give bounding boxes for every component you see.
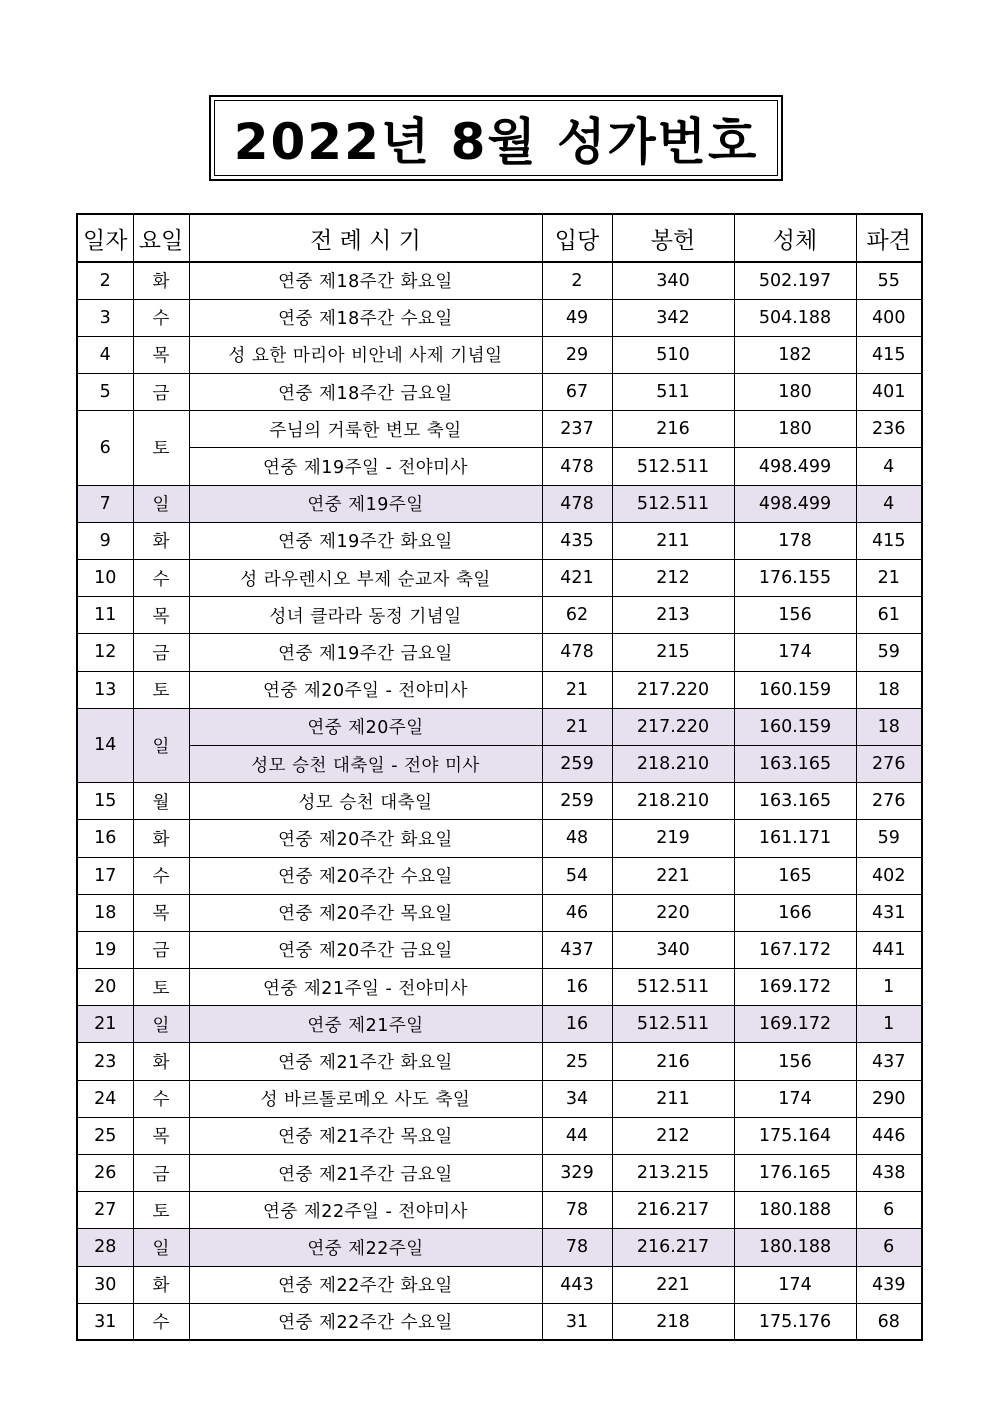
weekday-cell: 일 [133,1229,189,1266]
offertory-hymn-cell: 211 [612,522,734,559]
table-row [77,374,922,411]
title-box [209,95,783,181]
offertory-hymn-cell: 340 [612,931,734,968]
table-row [77,485,922,522]
day-cell: 16 [77,820,133,857]
table-row [77,931,922,968]
day-cell: 15 [77,783,133,820]
offertory-hymn-cell: 342 [612,299,734,336]
table-row [77,857,922,894]
liturgy-cell: 연중 제21주간 목요일 [189,1117,542,1154]
entrance-hymn-cell: 443 [542,1266,612,1303]
weekday-cell: 목 [133,336,189,373]
dismissal-hymn-cell: 55 [856,262,922,299]
entrance-hymn-cell: 478 [542,634,612,671]
header-liturgy: 전 례 시 기 [189,214,542,262]
dismissal-hymn-cell: 18 [856,708,922,745]
communion-hymn-cell: 498.499 [734,485,856,522]
weekday-cell: 토 [133,1192,189,1229]
dismissal-hymn-cell: 431 [856,894,922,931]
entrance-hymn-cell: 21 [542,708,612,745]
day-cell: 12 [77,634,133,671]
dismissal-hymn-cell: 4 [856,485,922,522]
liturgy-cell: 연중 제18주간 화요일 [189,262,542,299]
communion-hymn-cell: 169.172 [734,969,856,1006]
table-row [77,671,922,708]
communion-hymn-cell: 180 [734,411,856,448]
entrance-hymn-cell: 237 [542,411,612,448]
liturgy-cell: 연중 제20주간 금요일 [189,931,542,968]
offertory-hymn-cell: 219 [612,820,734,857]
liturgy-cell: 연중 제22주일 - 전야미사 [189,1192,542,1229]
day-cell: 24 [77,1080,133,1117]
weekday-cell: 수 [133,1303,189,1340]
communion-hymn-cell: 160.159 [734,671,856,708]
day-cell: 25 [77,1117,133,1154]
table-row [77,820,922,857]
offertory-hymn-cell: 211 [612,1080,734,1117]
weekday-cell: 금 [133,374,189,411]
entrance-hymn-cell: 329 [542,1155,612,1192]
liturgy-cell: 연중 제22주간 화요일 [189,1266,542,1303]
liturgy-cell: 성모 승천 대축일 - 전야 미사 [189,745,542,782]
liturgy-cell: 연중 제21주일 - 전야미사 [189,969,542,1006]
offertory-hymn-cell: 213 [612,597,734,634]
offertory-hymn-cell: 512.511 [612,1006,734,1043]
offertory-hymn-cell: 218.210 [612,745,734,782]
entrance-hymn-cell: 67 [542,374,612,411]
dismissal-hymn-cell: 68 [856,1303,922,1340]
table-row [77,597,922,634]
communion-hymn-cell: 165 [734,857,856,894]
liturgy-cell: 연중 제18주간 금요일 [189,374,542,411]
dismissal-hymn-cell: 276 [856,783,922,820]
day-cell: 9 [77,522,133,559]
dismissal-hymn-cell: 21 [856,560,922,597]
day-cell: 7 [77,485,133,522]
day-cell: 14 [77,708,133,782]
offertory-hymn-cell: 221 [612,857,734,894]
weekday-cell: 금 [133,634,189,671]
weekday-cell: 일 [133,485,189,522]
communion-hymn-cell: 175.164 [734,1117,856,1154]
table-row [77,1266,922,1303]
communion-hymn-cell: 163.165 [734,745,856,782]
dismissal-hymn-cell: 6 [856,1229,922,1266]
communion-hymn-cell: 167.172 [734,931,856,968]
weekday-cell: 토 [133,671,189,708]
header-entrance: 입당 [542,214,612,262]
page-title: 2022년 8월 성가번호 [214,100,778,176]
table-row [77,708,922,745]
communion-hymn-cell: 498.499 [734,448,856,485]
table-row [77,1303,922,1340]
entrance-hymn-cell: 78 [542,1229,612,1266]
communion-hymn-cell: 156 [734,1043,856,1080]
weekday-cell: 화 [133,522,189,559]
table-row [77,411,922,448]
day-cell: 31 [77,1303,133,1340]
weekday-cell: 목 [133,1117,189,1154]
table-row [77,522,922,559]
liturgy-cell: 연중 제19주간 화요일 [189,522,542,559]
offertory-hymn-cell: 217.220 [612,708,734,745]
liturgy-cell: 연중 제19주일 - 전야미사 [189,448,542,485]
day-cell: 27 [77,1192,133,1229]
day-cell: 19 [77,931,133,968]
liturgy-cell: 주님의 거룩한 변모 축일 [189,411,542,448]
table-row [77,634,922,671]
liturgy-cell: 연중 제20주간 화요일 [189,820,542,857]
table-row [77,894,922,931]
entrance-hymn-cell: 21 [542,671,612,708]
communion-hymn-cell: 156 [734,597,856,634]
liturgy-cell: 성녀 클라라 동정 기념일 [189,597,542,634]
communion-hymn-cell: 180 [734,374,856,411]
dismissal-hymn-cell: 1 [856,1006,922,1043]
liturgy-cell: 연중 제19주일 [189,485,542,522]
day-cell: 3 [77,299,133,336]
entrance-hymn-cell: 16 [542,1006,612,1043]
liturgy-cell: 연중 제22주간 수요일 [189,1303,542,1340]
offertory-hymn-cell: 512.511 [612,448,734,485]
entrance-hymn-cell: 44 [542,1117,612,1154]
communion-hymn-cell: 504.188 [734,299,856,336]
liturgy-cell: 연중 제22주일 [189,1229,542,1266]
dismissal-hymn-cell: 59 [856,820,922,857]
entrance-hymn-cell: 29 [542,336,612,373]
weekday-cell: 목 [133,597,189,634]
communion-hymn-cell: 169.172 [734,1006,856,1043]
weekday-cell: 수 [133,857,189,894]
liturgy-cell: 연중 제21주간 금요일 [189,1155,542,1192]
communion-hymn-cell: 175.176 [734,1303,856,1340]
communion-hymn-cell: 160.159 [734,708,856,745]
liturgy-cell: 연중 제20주간 수요일 [189,857,542,894]
dismissal-hymn-cell: 6 [856,1192,922,1229]
weekday-cell: 일 [133,708,189,782]
day-cell: 13 [77,671,133,708]
weekday-cell: 목 [133,894,189,931]
day-cell: 28 [77,1229,133,1266]
communion-hymn-cell: 166 [734,894,856,931]
entrance-hymn-cell: 54 [542,857,612,894]
entrance-hymn-cell: 16 [542,969,612,1006]
entrance-hymn-cell: 478 [542,448,612,485]
offertory-hymn-cell: 512.511 [612,969,734,1006]
dismissal-hymn-cell: 439 [856,1266,922,1303]
table-row [77,560,922,597]
entrance-hymn-cell: 49 [542,299,612,336]
dismissal-hymn-cell: 1 [856,969,922,1006]
weekday-cell: 화 [133,262,189,299]
day-cell: 17 [77,857,133,894]
communion-hymn-cell: 502.197 [734,262,856,299]
dismissal-hymn-cell: 400 [856,299,922,336]
entrance-hymn-cell: 78 [542,1192,612,1229]
dismissal-hymn-cell: 415 [856,522,922,559]
dismissal-hymn-cell: 401 [856,374,922,411]
table-row [77,1229,922,1266]
offertory-hymn-cell: 216.217 [612,1229,734,1266]
entrance-hymn-cell: 259 [542,783,612,820]
weekday-cell: 수 [133,299,189,336]
liturgy-cell: 성모 승천 대축일 [189,783,542,820]
liturgy-cell: 연중 제20주일 - 전야미사 [189,671,542,708]
weekday-cell: 수 [133,1080,189,1117]
day-cell: 23 [77,1043,133,1080]
dismissal-hymn-cell: 446 [856,1117,922,1154]
day-cell: 5 [77,374,133,411]
dismissal-hymn-cell: 4 [856,448,922,485]
communion-hymn-cell: 163.165 [734,783,856,820]
communion-hymn-cell: 180.188 [734,1192,856,1229]
day-cell: 6 [77,411,133,485]
offertory-hymn-cell: 218.210 [612,783,734,820]
dismissal-hymn-cell: 415 [856,336,922,373]
table-row [77,1155,922,1192]
weekday-cell: 금 [133,931,189,968]
entrance-hymn-cell: 25 [542,1043,612,1080]
table-row [77,745,922,782]
table-row [77,1043,922,1080]
table-row [77,1117,922,1154]
entrance-hymn-cell: 421 [542,560,612,597]
day-cell: 20 [77,969,133,1006]
communion-hymn-cell: 174 [734,1266,856,1303]
header-communion: 성체 [734,214,856,262]
liturgy-cell: 연중 제19주간 금요일 [189,634,542,671]
header-dismissal: 파견 [856,214,922,262]
entrance-hymn-cell: 62 [542,597,612,634]
communion-hymn-cell: 182 [734,336,856,373]
entrance-hymn-cell: 48 [542,820,612,857]
day-cell: 26 [77,1155,133,1192]
table-row [77,1006,922,1043]
table-row [77,262,922,299]
entrance-hymn-cell: 478 [542,485,612,522]
weekday-cell: 토 [133,969,189,1006]
communion-hymn-cell: 176.155 [734,560,856,597]
communion-hymn-cell: 176.165 [734,1155,856,1192]
dismissal-hymn-cell: 402 [856,857,922,894]
dismissal-hymn-cell: 236 [856,411,922,448]
entrance-hymn-cell: 31 [542,1303,612,1340]
offertory-hymn-cell: 340 [612,262,734,299]
weekday-cell: 수 [133,560,189,597]
entrance-hymn-cell: 437 [542,931,612,968]
offertory-hymn-cell: 216.217 [612,1192,734,1229]
communion-hymn-cell: 180.188 [734,1229,856,1266]
weekday-cell: 월 [133,783,189,820]
table-row [77,448,922,485]
liturgy-cell: 연중 제20주간 목요일 [189,894,542,931]
liturgy-cell: 연중 제21주간 화요일 [189,1043,542,1080]
dismissal-hymn-cell: 18 [856,671,922,708]
dismissal-hymn-cell: 437 [856,1043,922,1080]
dismissal-hymn-cell: 59 [856,634,922,671]
offertory-hymn-cell: 213.215 [612,1155,734,1192]
offertory-hymn-cell: 218 [612,1303,734,1340]
dismissal-hymn-cell: 438 [856,1155,922,1192]
liturgy-cell: 연중 제18주간 수요일 [189,299,542,336]
header-offertory: 봉헌 [612,214,734,262]
liturgy-cell: 연중 제20주일 [189,708,542,745]
day-cell: 4 [77,336,133,373]
liturgy-cell: 성 요한 마리아 비안네 사제 기념일 [189,336,542,373]
offertory-hymn-cell: 220 [612,894,734,931]
dismissal-hymn-cell: 290 [856,1080,922,1117]
dismissal-hymn-cell: 441 [856,931,922,968]
table-row [77,1192,922,1229]
table-row [77,336,922,373]
day-cell: 2 [77,262,133,299]
offertory-hymn-cell: 212 [612,560,734,597]
day-cell: 18 [77,894,133,931]
entrance-hymn-cell: 34 [542,1080,612,1117]
dismissal-hymn-cell: 276 [856,745,922,782]
communion-hymn-cell: 161.171 [734,820,856,857]
weekday-cell: 토 [133,411,189,485]
communion-hymn-cell: 178 [734,522,856,559]
liturgy-cell: 성 라우렌시오 부제 순교자 축일 [189,560,542,597]
weekday-cell: 금 [133,1155,189,1192]
offertory-hymn-cell: 217.220 [612,671,734,708]
header-day: 일자 [77,214,133,262]
day-cell: 21 [77,1006,133,1043]
weekday-cell: 화 [133,1266,189,1303]
offertory-hymn-cell: 216 [612,411,734,448]
entrance-hymn-cell: 259 [542,745,612,782]
day-cell: 30 [77,1266,133,1303]
offertory-hymn-cell: 512.511 [612,485,734,522]
offertory-hymn-cell: 216 [612,1043,734,1080]
dismissal-hymn-cell: 61 [856,597,922,634]
liturgy-cell: 연중 제21주일 [189,1006,542,1043]
weekday-cell: 화 [133,820,189,857]
day-cell: 11 [77,597,133,634]
table-row [77,1080,922,1117]
offertory-hymn-cell: 212 [612,1117,734,1154]
entrance-hymn-cell: 2 [542,262,612,299]
offertory-hymn-cell: 510 [612,336,734,373]
entrance-hymn-cell: 46 [542,894,612,931]
weekday-cell: 화 [133,1043,189,1080]
table-row [77,969,922,1006]
header-weekday: 요일 [133,214,189,262]
communion-hymn-cell: 174 [734,634,856,671]
hymn-schedule-table [76,213,923,1341]
table-row [77,783,922,820]
table-row [77,299,922,336]
table-header-row [77,214,922,262]
communion-hymn-cell: 174 [734,1080,856,1117]
liturgy-cell: 성 바르톨로메오 사도 축일 [189,1080,542,1117]
entrance-hymn-cell: 435 [542,522,612,559]
offertory-hymn-cell: 215 [612,634,734,671]
weekday-cell: 일 [133,1006,189,1043]
offertory-hymn-cell: 511 [612,374,734,411]
day-cell: 10 [77,560,133,597]
offertory-hymn-cell: 221 [612,1266,734,1303]
